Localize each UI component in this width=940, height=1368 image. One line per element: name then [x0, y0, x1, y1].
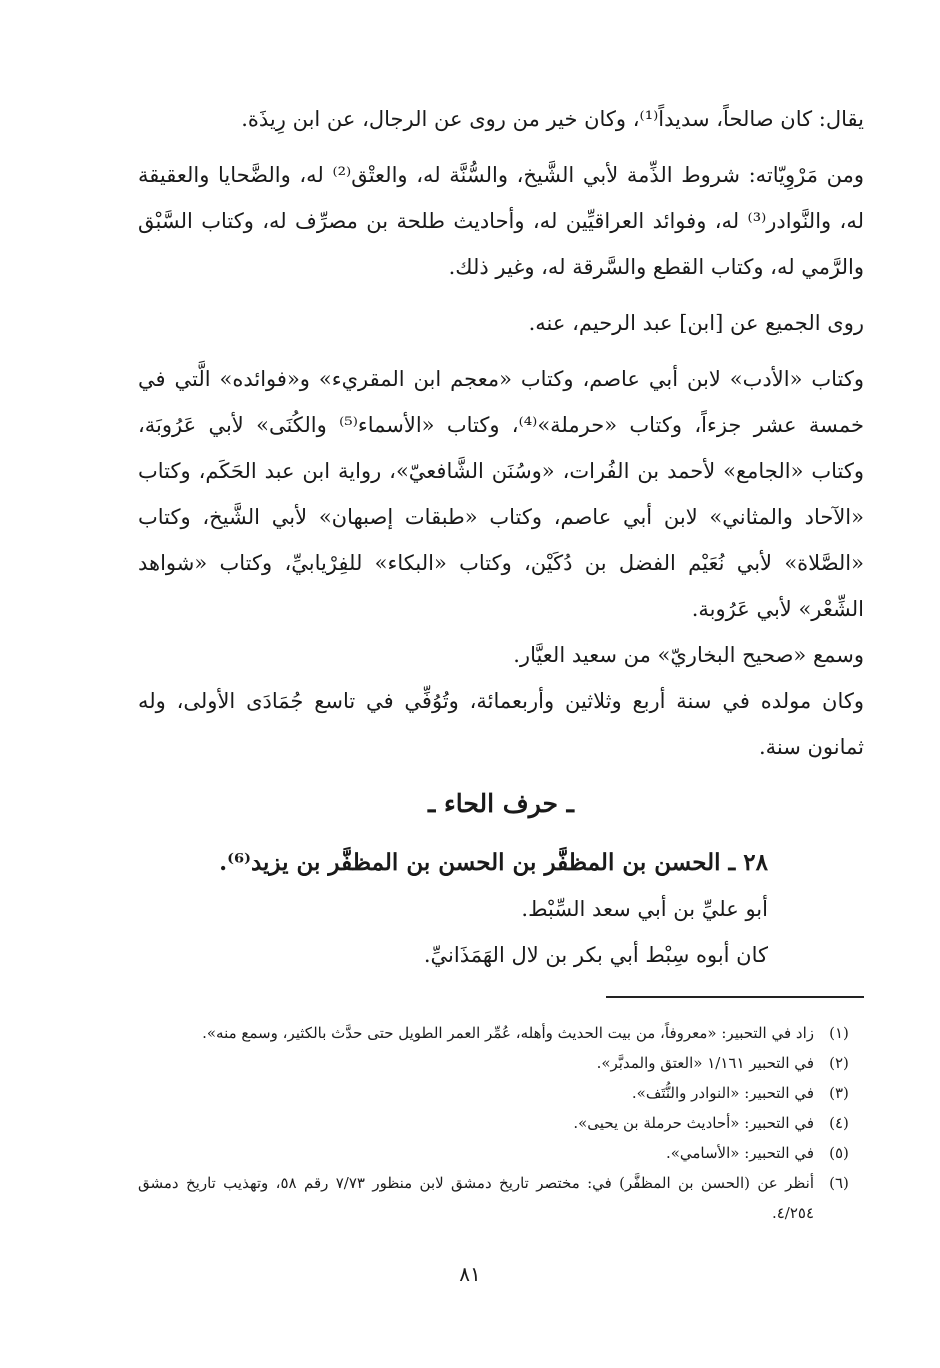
section-heading: ـ حرف الحاء ـ	[428, 789, 574, 818]
footnote	[138, 1048, 864, 1078]
footnote-number: (١)	[829, 1024, 849, 1042]
page-body	[138, 96, 864, 1228]
paragraph-6: وكان مولده في سنة أربع وثلاثين وأربعمائة، وتُوُفِّي في تاسع جُمَادَى الأولى، وله ثمانون سنة.	[138, 689, 864, 759]
entry-line-1: أبو عليِّ بن أبي سعد السِّبْط.	[521, 897, 768, 921]
footnote-text: زاد في التحبير: «معروفاً، من بيت الحديث وأهله، عُمِّر العمر الطويل حتى حدَّث بالكثير، وسمع منه».	[202, 1024, 814, 1042]
footnote-number: (٥)	[829, 1144, 849, 1162]
footnote-text: في التحبير: «النوادر والنُّتَف».	[631, 1084, 814, 1102]
footnote	[138, 1168, 864, 1228]
footnote	[138, 1078, 864, 1108]
paragraph-5: وسمع «صحيح البخاريّ» من سعيد العيَّار.	[513, 643, 864, 667]
entry-line-2: كان أبوه سِبْط أبي بكر بن لال الهَمَذَانيِّ.	[423, 943, 768, 967]
paragraph-1: يقال: كان صالحاً، سديداً⁽¹⁾، وكان خير من روى عن الرجال، عن ابن رِيذَة.	[241, 107, 864, 131]
paragraph-2: ومن مَرْوِيّاته: شروط الذِّمة لأبي الشَّيخ، والسُّنَّة له، والعتْق⁽²⁾ له، والضَّحايا والعقيقة له، والنَّوادر⁽³⁾ له، وفوائد العراقيِّين له، وأحاديث طلحة بن مصرِّف له، وكتاب السَّبْق والرَّمي له، وكتاب القطع والسَّرقة له، وغير ذلك.	[138, 163, 864, 279]
paragraph-3: روى الجميع عن [ابن] عبد الرحيم، عنه.	[528, 311, 864, 335]
entry-title: ٢٨ ـ الحسن بن المظفَّر بن الحسن بن المظفَّر بن يزيد⁽⁶⁾.	[219, 849, 768, 876]
footnote-text: في التحبير ١/١٦١ «العتق والمدبَّر».	[596, 1054, 814, 1072]
footnote-text: أنظر عن (الحسن بن المظفَّر) في: مختصر تاريخ دمشق لابن منظور ٧/٧٣ رقم ٥٨، وتهذيب تاريخ دمشق ٤/٢٥٤.	[138, 1174, 814, 1222]
footnote-text: في التحبير: «أحاديث حرملة بن يحيى».	[573, 1114, 814, 1132]
paragraph-4: وكتاب «الأدب» لابن أبي عاصم، وكتاب «معجم ابن المقريء» و«فوائده» الَّتي في خمسة عشر جزءاً، وكتاب «حرملة»⁽⁴⁾، وكتاب «الأسماء⁽⁵⁾ والكُنَى» لأبي عَرُوبَة، وكتاب «الجامع» لأحمد بن الفُرات، «وسُنَن الشَّافعيّ»، رواية ابن عبد الحَكَم، وكتاب «الآحاد والمثاني» لابن أبي عاصم، وكتاب «طبقات إصبهان» لأبي الشَّيخ، وكتاب «الصَّلاة» لأبي نُعَيْم الفضل بن دُكَيْن، وكتاب «البكاء» للفِرْيابيِّ، وكتاب «شواهد الشِّعْر» لأبي عَرُوبة.	[138, 367, 865, 621]
footnote	[138, 1138, 864, 1168]
biography-entry	[138, 840, 864, 978]
footnote-text: في التحبير: «الأسامي».	[665, 1144, 814, 1162]
footnote	[138, 1108, 864, 1138]
footnotes	[138, 1018, 864, 1228]
footnote-number: (٣)	[829, 1084, 849, 1102]
footnote-number: (٢)	[829, 1054, 849, 1072]
footnote	[138, 1018, 864, 1048]
page-number: ٨١	[459, 1262, 481, 1286]
footnote-number: (٦)	[829, 1174, 849, 1192]
footnote-number: (٤)	[829, 1114, 849, 1132]
footnote-divider	[606, 996, 864, 998]
